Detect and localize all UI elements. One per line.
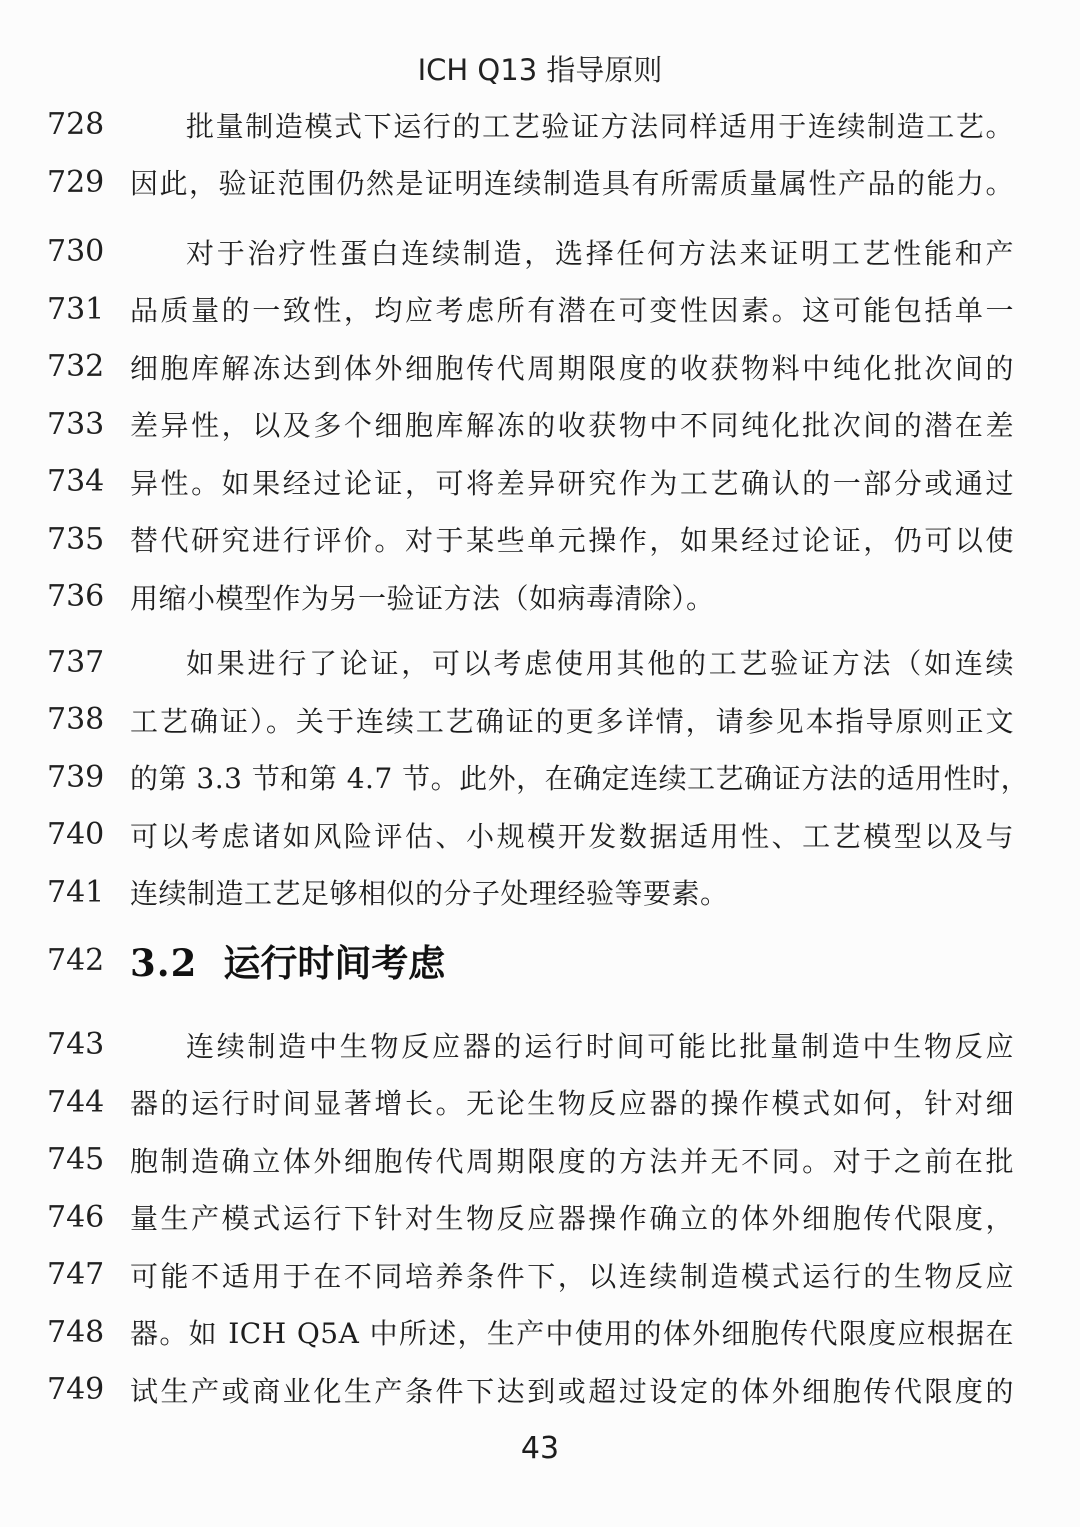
line-number: 736 (47, 579, 105, 615)
section-title: 运行时间考虑 (223, 941, 446, 985)
line-row (0, 749, 1080, 807)
line-text: 品质量的一致性，均应考虑所有潜在可变性因素。这可能包括单一 (130, 294, 1014, 328)
line-row (0, 223, 1080, 281)
line-text: 的第 3.3 节和第 4.7 节。此外，在确定连续工艺确证方法的适用性时， (130, 762, 1030, 796)
line-text: 对于治疗性蛋白连续制造，选择任何方法来证明工艺性能和产 (186, 236, 1014, 270)
line-row (0, 1074, 1080, 1132)
line-row (0, 691, 1080, 749)
line-text: 连续制造工艺足够相似的分子处理经验等要素。 (130, 877, 729, 911)
line-text: 量生产模式运行下针对生物反应器操作确立的体外细胞传代限度， (130, 1202, 1014, 1236)
line-number: 733 (47, 406, 105, 442)
line-number: 749 (47, 1372, 105, 1408)
line-number: 731 (47, 291, 105, 327)
paragraph (0, 634, 1080, 922)
line-number: 739 (47, 759, 105, 795)
line-number: 730 (47, 234, 105, 270)
line-row (0, 1361, 1080, 1419)
line-row (0, 634, 1080, 692)
line-text: 异性。如果经过论证，可将差异研究作为工艺确认的一部分或通过 (130, 466, 1014, 500)
line-text: 器。如 ICH Q5A 中所述，生产中使用的体外细胞传代限度应根据在 (130, 1317, 1014, 1351)
line-row (0, 864, 1080, 922)
line-number: 729 (47, 164, 105, 200)
line-number: 737 (47, 644, 105, 680)
document-body (0, 96, 1080, 1419)
line-number: 745 (47, 1142, 105, 1178)
line-number: 746 (47, 1199, 105, 1235)
line-row (0, 1016, 1080, 1074)
line-row (0, 338, 1080, 396)
line-text: 连续制造中生物反应器的运行时间可能比批量制造中生物反应 (186, 1029, 1014, 1063)
line-row (0, 96, 1080, 154)
paragraph (0, 96, 1080, 211)
line-row (0, 1189, 1080, 1247)
document-header-title: ICH Q13 指导原则 (417, 53, 663, 87)
line-number: 734 (47, 464, 105, 500)
line-row (0, 1304, 1080, 1362)
line-number: 728 (47, 107, 105, 143)
line-row (0, 1246, 1080, 1304)
line-row (0, 1131, 1080, 1189)
line-number: 743 (47, 1027, 105, 1063)
paragraph (0, 1016, 1080, 1419)
line-text: 器的运行时间显著增长。无论生物反应器的操作模式如何，针对细 (130, 1087, 1014, 1121)
line-number: 747 (47, 1257, 105, 1293)
line-text: 细胞库解冻达到体外细胞传代周期限度的收获物料中纯化批次间的 (130, 351, 1014, 385)
line-text: 可能不适用于在不同培养条件下，以连续制造模式运行的生物反应 (130, 1259, 1014, 1293)
line-row (0, 154, 1080, 212)
line-number: 748 (47, 1314, 105, 1350)
line-text: 工艺确证）。关于连续工艺确证的更多详情，请参见本指导原则正文 (130, 704, 1014, 738)
line-row (0, 281, 1080, 339)
line-text: 可以考虑诸如风险评估、小规模开发数据适用性、工艺模型以及与 (130, 819, 1014, 853)
section-heading-row (0, 930, 1080, 990)
paragraph (0, 223, 1080, 626)
line-row (0, 568, 1080, 626)
line-number: 742 (47, 942, 105, 978)
line-text: 因此，验证范围仍然是证明连续制造具有所需质量属性产品的能力。 (130, 167, 1014, 201)
line-text: 胞制造确立体外细胞传代周期限度的方法并无不同。对于之前在批 (130, 1144, 1014, 1178)
page-number: 43 (520, 1430, 560, 1466)
section-number: 3.2 (130, 941, 198, 985)
line-row (0, 511, 1080, 569)
line-number: 738 (47, 702, 105, 738)
line-text: 替代研究进行评价。对于某些单元操作，如果经过论证，仍可以使 (130, 524, 1014, 558)
line-text: 试生产或商业化生产条件下达到或超过设定的体外细胞传代限度的 (130, 1374, 1014, 1408)
line-number: 735 (47, 521, 105, 557)
line-row (0, 396, 1080, 454)
line-number: 744 (47, 1084, 105, 1120)
line-text: 用缩小模型作为另一验证方法（如病毒清除）。 (130, 581, 715, 615)
line-number: 741 (47, 874, 105, 910)
line-text: 如果进行了论证，可以考虑使用其他的工艺验证方法（如连续 (186, 647, 1014, 681)
line-row (0, 806, 1080, 864)
section-heading (130, 933, 1080, 987)
line-number: 732 (47, 349, 105, 385)
line-text: 差异性，以及多个细胞库解冻的收获物中不同纯化批次间的潜在差 (130, 409, 1014, 443)
line-number: 740 (47, 817, 105, 853)
line-text: 批量制造模式下运行的工艺验证方法同样适用于连续制造工艺。 (186, 109, 1014, 143)
line-row (0, 453, 1080, 511)
